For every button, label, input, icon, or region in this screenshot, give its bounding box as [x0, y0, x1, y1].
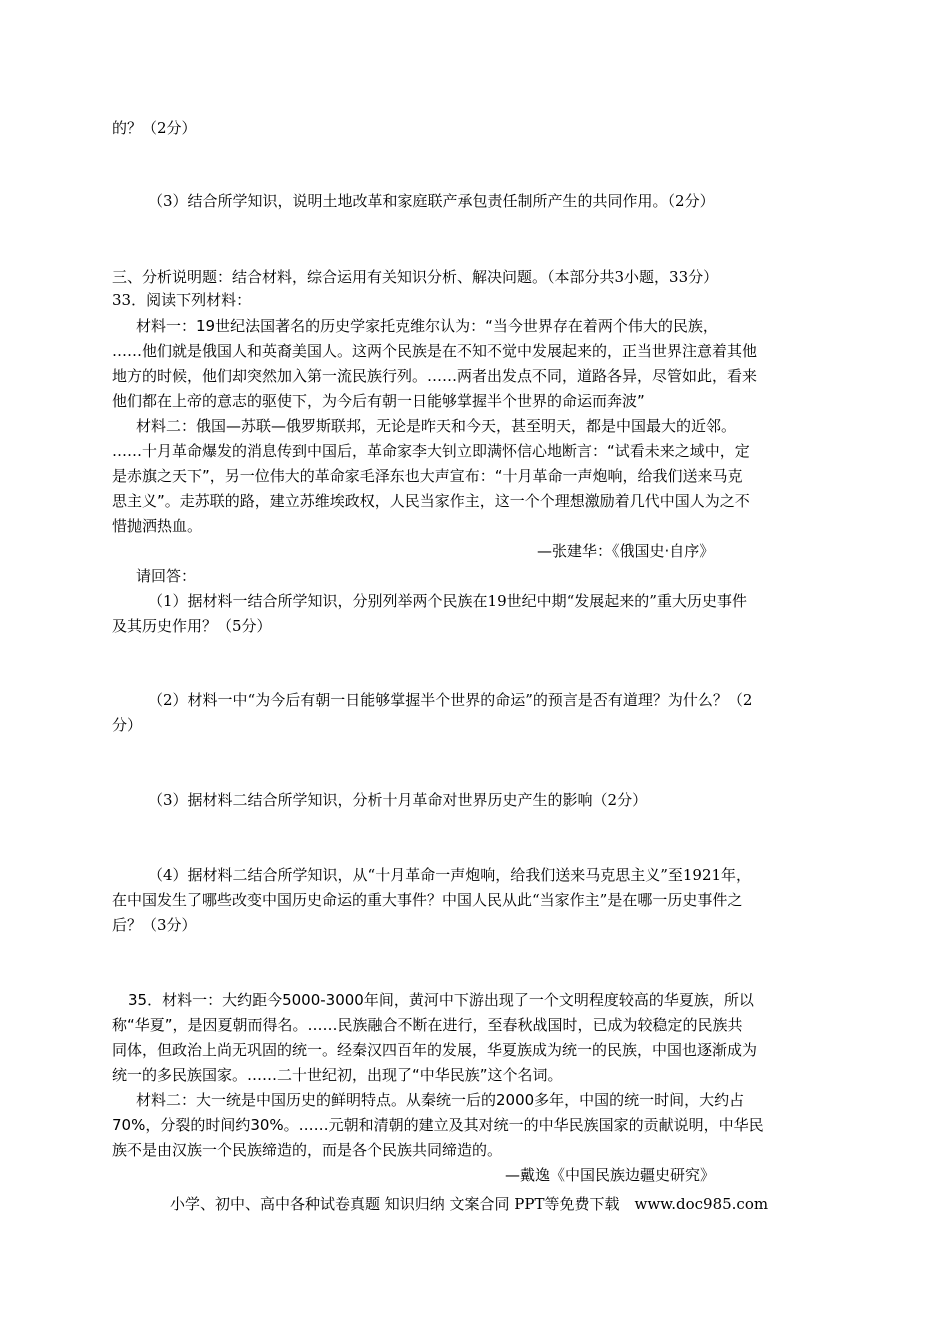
material-line: 族不是由汉族一个民族缔造的，而是各个民族共同缔造的。 [112, 1141, 503, 1159]
material-line: 70%，分裂的时间约30%。……元朝和清朝的建立及其对统一的中华民族国家的贡献说明，中华民 [112, 1116, 764, 1134]
material-line: 材料二：大一统是中国历史的鲜明特点。从秦统一后的2000多年，中国的统一时间，大约占 [136, 1091, 745, 1109]
material-line: 是赤旗之天下”，另一位伟大的革命家毛泽东也大声宣布：“十月革命一声炮响，给我们送来马克 [112, 467, 743, 485]
question-line: 及其历史作用？（5分） [112, 617, 272, 635]
question-33-heading: 33．阅读下列材料： [112, 291, 252, 309]
question-35-material: 35．材料一：大约距今5000-3000年间，黄河中下游出现了一个文明程度较高的华夏族，所以 [128, 991, 754, 1009]
material-line: 惜抛洒热血。 [112, 517, 203, 535]
question-line: （3）据材料二结合所学知识，分析十月革命对世界历史产生的影响（2分） [148, 791, 648, 809]
answer-prompt: 请回答： [136, 567, 197, 585]
section-heading: 三、分析说明题：结合材料，综合运用有关知识分析、解决问题。（本部分共3小题，33分） [112, 268, 719, 286]
text-line: 的？（2分） [112, 119, 197, 137]
page-footer: 小学、初中、高中各种试卷真题 知识归纳 文案合同 PPT等免费下载 www.doc985.com [170, 1195, 769, 1213]
question-line: （2）材料一中“为今后有朝一日能够掌握半个世界的命运”的预言是否有道理？为什么？（2 [148, 691, 753, 709]
source-citation: —戴逸《中国民族边疆史研究》 [505, 1166, 716, 1184]
material-line: 他们都在上帝的意志的驱使下，为今后有朝一日能够掌握半个世界的命运而奔波” [112, 392, 645, 410]
material-line: 思主义”。走苏联的路，建立苏维埃政权，人民当家作主，这一个个理想激励着几代中国人为之不 [112, 492, 750, 510]
material-line: 地方的时候，他们却突然加入第一流民族行列。……两者出发点不同，道路各异，尽管如此，看来 [112, 367, 758, 385]
question-line: （4）据材料二结合所学知识，从“十月革命一声炮响，给我们送来马克思主义”至1921年， [148, 866, 752, 884]
source-citation: —张建华：《俄国史·自序》 [537, 542, 715, 560]
material-line: ……十月革命爆发的消息传到中国后，革命家李大钊立即满怀信心地断言：“试看未来之域中，定 [112, 442, 750, 460]
question-line: 分） [112, 716, 143, 734]
material-line: 统一的多民族国家。……二十世纪初，出现了“中华民族”这个名词。 [112, 1066, 563, 1084]
material-line: ……他们就是俄国人和英裔美国人。这两个民族是在不知不觉中发展起来的，正当世界注意着其他 [112, 342, 758, 360]
material-line: 材料二：俄国—苏联—俄罗斯联邦，无论是昨天和今天，甚至明天，都是中国最大的近邻。 [136, 417, 737, 435]
question-line: （1）据材料一结合所学知识，分别列举两个民族在19世纪中期“发展起来的”重大历史事件 [148, 592, 747, 610]
question-line: 后？（3分） [112, 916, 197, 934]
material-line: 称“华夏”，是因夏朝而得名。……民族融合不断在进行，至春秋战国时，已成为较稳定的民族共 [112, 1016, 743, 1034]
material-line: 材料一：19世纪法国著名的历史学家托克维尔认为：“当今世界存在着两个伟大的民族， [136, 317, 718, 335]
question-line: 在中国发生了哪些改变中国历史命运的重大事件？中国人民从此“当家作主”是在哪一历史事件之 [112, 891, 743, 909]
question-3-prompt: （3）结合所学知识，说明土地改革和家庭联产承包责任制所产生的共同作用。（2分） [148, 192, 715, 210]
material-line: 同体，但政治上尚无巩固的统一。经秦汉四百年的发展，华夏族成为统一的民族，中国也逐渐成为 [112, 1041, 758, 1059]
